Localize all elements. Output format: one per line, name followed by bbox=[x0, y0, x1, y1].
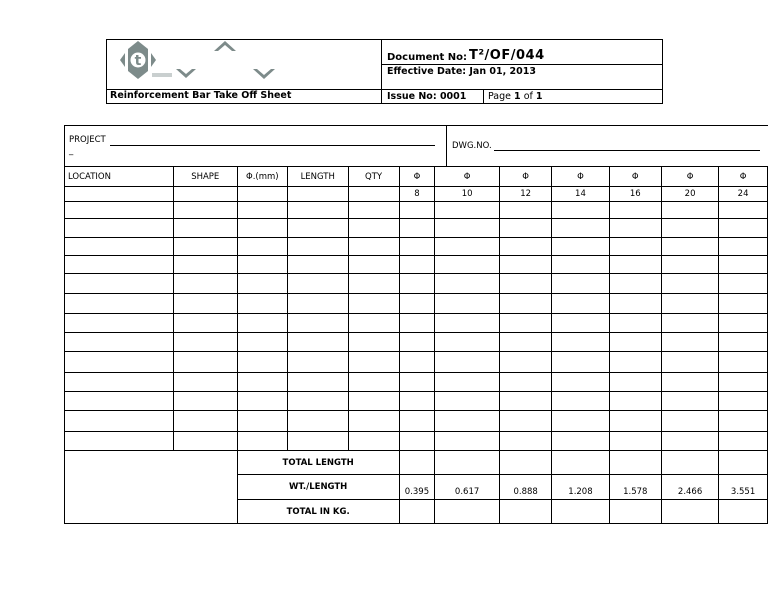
total-kg-label: TOTAL IN KG. bbox=[237, 500, 399, 524]
page-cell-divider bbox=[483, 89, 484, 104]
table-cell[interactable] bbox=[435, 314, 500, 333]
weight-value: 2.466 bbox=[662, 475, 719, 500]
table-cell[interactable] bbox=[609, 238, 661, 256]
table-cell[interactable] bbox=[287, 352, 348, 373]
table-cell[interactable] bbox=[237, 373, 287, 392]
table-cell[interactable] bbox=[552, 373, 609, 392]
table-cell[interactable] bbox=[399, 411, 435, 432]
table-cell[interactable] bbox=[348, 219, 399, 238]
table-cell[interactable] bbox=[499, 202, 551, 219]
table-cell[interactable] bbox=[237, 352, 287, 373]
project-dash: _ bbox=[69, 146, 74, 156]
sheet-title: Reinforcement Bar Take Off Sheet bbox=[110, 90, 292, 101]
table-cell[interactable] bbox=[287, 294, 348, 314]
table-cell[interactable] bbox=[399, 392, 435, 411]
page-indicator bbox=[488, 91, 543, 102]
table-cell[interactable] bbox=[348, 411, 399, 432]
table-cell[interactable] bbox=[65, 202, 174, 219]
table-cell[interactable] bbox=[662, 392, 719, 411]
weight-value: 3.551 bbox=[719, 475, 768, 500]
table-cell[interactable] bbox=[662, 352, 719, 373]
table-cell[interactable] bbox=[552, 451, 609, 475]
table-cell[interactable] bbox=[435, 392, 500, 411]
table-cell[interactable] bbox=[499, 256, 551, 274]
table-cell[interactable] bbox=[287, 187, 348, 202]
table-cell[interactable] bbox=[237, 219, 287, 238]
table-cell[interactable] bbox=[662, 256, 719, 274]
table-cell[interactable] bbox=[65, 392, 174, 411]
table-cell[interactable] bbox=[173, 432, 237, 451]
chevron-up-icon bbox=[214, 40, 236, 52]
table-cell[interactable] bbox=[173, 219, 237, 238]
table-cell[interactable] bbox=[173, 238, 237, 256]
header-divider-right-1 bbox=[381, 64, 663, 65]
effective-date: Effective Date: Jan 01, 2013 bbox=[387, 66, 536, 77]
dwg-number-label: DWG.NO. bbox=[452, 141, 492, 151]
page-label: Page bbox=[488, 91, 511, 102]
bar-size: 10 bbox=[435, 187, 500, 202]
table-cell[interactable] bbox=[719, 352, 768, 373]
table-cell[interactable] bbox=[173, 352, 237, 373]
table-cell[interactable] bbox=[65, 219, 174, 238]
table-cell[interactable] bbox=[348, 294, 399, 314]
table-cell[interactable] bbox=[348, 432, 399, 451]
table-cell[interactable] bbox=[719, 314, 768, 333]
table-cell[interactable] bbox=[287, 238, 348, 256]
table-cell[interactable] bbox=[662, 333, 719, 352]
table-cell[interactable] bbox=[662, 451, 719, 475]
table-cell[interactable] bbox=[719, 202, 768, 219]
col-diameter: Φ.(mm) bbox=[237, 167, 287, 187]
table-cell[interactable] bbox=[65, 187, 174, 202]
table-cell[interactable] bbox=[237, 256, 287, 274]
weight-value: 0.395 bbox=[399, 475, 435, 500]
table-cell[interactable] bbox=[662, 314, 719, 333]
table-cell[interactable] bbox=[237, 274, 287, 294]
project-row bbox=[64, 125, 768, 167]
table-cell[interactable] bbox=[399, 500, 435, 524]
table-cell[interactable] bbox=[287, 411, 348, 432]
table-row bbox=[65, 274, 768, 294]
col-location: LOCATION bbox=[65, 167, 174, 187]
table-cell[interactable] bbox=[552, 432, 609, 451]
total-length-row bbox=[65, 451, 768, 475]
table-cell[interactable] bbox=[399, 256, 435, 274]
weight-per-length-label: WT./LENGTH bbox=[237, 475, 399, 500]
table-cell[interactable] bbox=[173, 256, 237, 274]
table-cell[interactable] bbox=[173, 392, 237, 411]
company-logo bbox=[118, 40, 180, 82]
table-cell[interactable] bbox=[609, 219, 661, 238]
table-cell[interactable] bbox=[719, 294, 768, 314]
bar-size-row bbox=[65, 187, 768, 202]
table-cell[interactable] bbox=[399, 219, 435, 238]
table-cell[interactable] bbox=[173, 274, 237, 294]
bar-size: 20 bbox=[662, 187, 719, 202]
table-cell[interactable] bbox=[609, 314, 661, 333]
table-cell[interactable] bbox=[499, 432, 551, 451]
table-cell[interactable] bbox=[348, 333, 399, 352]
document-number-value: T²/OF/044 bbox=[469, 48, 545, 63]
table-cell[interactable] bbox=[499, 373, 551, 392]
table-cell[interactable] bbox=[609, 373, 661, 392]
table-cell[interactable] bbox=[435, 500, 500, 524]
table-cell[interactable] bbox=[65, 432, 174, 451]
table-cell[interactable] bbox=[719, 373, 768, 392]
page-number: 1 bbox=[514, 91, 521, 102]
table-cell[interactable] bbox=[609, 411, 661, 432]
table-cell[interactable] bbox=[499, 352, 551, 373]
chevron-down-icon bbox=[176, 68, 196, 79]
table-cell[interactable] bbox=[399, 451, 435, 475]
table-cell[interactable] bbox=[65, 314, 174, 333]
bar-size: 16 bbox=[609, 187, 661, 202]
table-cell[interactable] bbox=[662, 238, 719, 256]
project-divider bbox=[446, 125, 447, 167]
table-row bbox=[65, 333, 768, 352]
col-qty: QTY bbox=[348, 167, 399, 187]
table-cell[interactable] bbox=[348, 274, 399, 294]
table-cell[interactable] bbox=[609, 274, 661, 294]
bar-size: 12 bbox=[499, 187, 551, 202]
table-cell[interactable] bbox=[348, 314, 399, 333]
table-row bbox=[65, 392, 768, 411]
table-cell[interactable] bbox=[65, 294, 174, 314]
table-cell[interactable] bbox=[552, 219, 609, 238]
table-cell[interactable] bbox=[435, 274, 500, 294]
table-cell[interactable] bbox=[399, 373, 435, 392]
table-cell[interactable] bbox=[435, 219, 500, 238]
table-cell[interactable] bbox=[399, 202, 435, 219]
weight-value: 0.888 bbox=[499, 475, 551, 500]
col-phi: Φ bbox=[719, 167, 768, 187]
table-cell[interactable] bbox=[237, 314, 287, 333]
table-cell[interactable] bbox=[399, 352, 435, 373]
table-cell[interactable] bbox=[173, 373, 237, 392]
takeoff-table bbox=[64, 166, 768, 524]
table-cell[interactable] bbox=[609, 451, 661, 475]
col-shape: SHAPE bbox=[173, 167, 237, 187]
table-row bbox=[65, 411, 768, 432]
col-phi: Φ bbox=[552, 167, 609, 187]
table-cell[interactable] bbox=[173, 202, 237, 219]
table-cell[interactable] bbox=[435, 352, 500, 373]
table-cell[interactable] bbox=[348, 373, 399, 392]
table-cell[interactable] bbox=[609, 294, 661, 314]
table-cell[interactable] bbox=[287, 333, 348, 352]
issue-number: Issue No: 0001 bbox=[387, 91, 467, 102]
table-cell[interactable] bbox=[609, 333, 661, 352]
table-cell[interactable] bbox=[719, 500, 768, 524]
table-cell[interactable] bbox=[499, 500, 551, 524]
table-row bbox=[65, 373, 768, 392]
table-cell[interactable] bbox=[399, 294, 435, 314]
table-cell[interactable] bbox=[237, 202, 287, 219]
project-underline[interactable] bbox=[110, 145, 435, 146]
table-cell[interactable] bbox=[719, 219, 768, 238]
col-phi: Φ bbox=[399, 167, 435, 187]
table-cell[interactable] bbox=[173, 314, 237, 333]
table-cell[interactable] bbox=[399, 238, 435, 256]
header-divider-vertical bbox=[381, 39, 382, 104]
table-cell[interactable] bbox=[435, 256, 500, 274]
table-cell[interactable] bbox=[552, 333, 609, 352]
table-cell[interactable] bbox=[173, 187, 237, 202]
table-cell[interactable] bbox=[719, 238, 768, 256]
dwg-number-underline[interactable] bbox=[494, 150, 760, 151]
table-cell[interactable] bbox=[65, 411, 174, 432]
table-cell[interactable] bbox=[173, 294, 237, 314]
bar-size: 24 bbox=[719, 187, 768, 202]
table-cell[interactable] bbox=[499, 314, 551, 333]
column-header-row bbox=[65, 167, 768, 187]
table-cell[interactable] bbox=[662, 432, 719, 451]
table-cell[interactable] bbox=[287, 256, 348, 274]
table-cell[interactable] bbox=[719, 256, 768, 274]
table-cell[interactable] bbox=[552, 294, 609, 314]
table-cell[interactable] bbox=[287, 392, 348, 411]
table-cell[interactable] bbox=[662, 274, 719, 294]
table-cell[interactable] bbox=[237, 187, 287, 202]
table-cell[interactable] bbox=[662, 373, 719, 392]
table-cell[interactable] bbox=[348, 187, 399, 202]
total-length-label: TOTAL LENGTH bbox=[237, 451, 399, 475]
takeoff-table-body bbox=[65, 167, 768, 524]
col-phi: Φ bbox=[499, 167, 551, 187]
table-cell[interactable] bbox=[435, 432, 500, 451]
table-cell[interactable] bbox=[65, 274, 174, 294]
table-cell[interactable] bbox=[65, 333, 174, 352]
table-cell[interactable] bbox=[609, 392, 661, 411]
page-of: of bbox=[523, 91, 533, 102]
table-cell[interactable] bbox=[399, 432, 435, 451]
table-cell[interactable] bbox=[609, 352, 661, 373]
table-cell[interactable] bbox=[399, 274, 435, 294]
table-cell[interactable] bbox=[65, 238, 174, 256]
table-row bbox=[65, 202, 768, 219]
table-cell[interactable] bbox=[435, 294, 500, 314]
table-cell[interactable] bbox=[287, 219, 348, 238]
table-cell[interactable] bbox=[348, 256, 399, 274]
svg-text:t: t bbox=[134, 53, 142, 69]
table-cell[interactable] bbox=[552, 256, 609, 274]
table-cell[interactable] bbox=[435, 333, 500, 352]
table-cell[interactable] bbox=[609, 256, 661, 274]
table-cell[interactable] bbox=[348, 352, 399, 373]
table-cell[interactable] bbox=[662, 411, 719, 432]
document-number-label: Document No: bbox=[387, 52, 468, 63]
table-cell[interactable] bbox=[287, 314, 348, 333]
table-row bbox=[65, 432, 768, 451]
table-cell[interactable] bbox=[662, 202, 719, 219]
table-cell[interactable] bbox=[287, 432, 348, 451]
table-cell[interactable] bbox=[173, 333, 237, 352]
table-cell[interactable] bbox=[499, 294, 551, 314]
table-cell[interactable] bbox=[609, 202, 661, 219]
weight-value: 1.208 bbox=[552, 475, 609, 500]
table-cell[interactable] bbox=[435, 238, 500, 256]
table-cell[interactable] bbox=[499, 219, 551, 238]
col-length: LENGTH bbox=[287, 167, 348, 187]
table-cell[interactable] bbox=[499, 451, 551, 475]
table-row bbox=[65, 238, 768, 256]
weight-value: 0.617 bbox=[435, 475, 500, 500]
table-cell[interactable] bbox=[65, 256, 174, 274]
table-cell[interactable] bbox=[499, 274, 551, 294]
table-cell[interactable] bbox=[237, 411, 287, 432]
table-cell[interactable] bbox=[348, 392, 399, 411]
table-cell[interactable] bbox=[173, 411, 237, 432]
table-cell[interactable] bbox=[287, 274, 348, 294]
table-cell[interactable] bbox=[399, 314, 435, 333]
table-cell[interactable] bbox=[552, 238, 609, 256]
table-cell[interactable] bbox=[552, 274, 609, 294]
table-cell[interactable] bbox=[237, 392, 287, 411]
table-cell[interactable] bbox=[719, 411, 768, 432]
bar-size: 8 bbox=[399, 187, 435, 202]
table-cell[interactable] bbox=[719, 451, 768, 475]
table-cell[interactable] bbox=[237, 294, 287, 314]
totals-blank-cell bbox=[65, 451, 238, 524]
table-cell[interactable] bbox=[435, 373, 500, 392]
header-divider-right-2 bbox=[381, 89, 663, 90]
table-cell[interactable] bbox=[662, 500, 719, 524]
project-label: PROJECT bbox=[69, 135, 106, 145]
table-cell[interactable] bbox=[435, 451, 500, 475]
table-cell[interactable] bbox=[287, 202, 348, 219]
table-cell[interactable] bbox=[348, 202, 399, 219]
table-cell[interactable] bbox=[609, 500, 661, 524]
table-cell[interactable] bbox=[719, 333, 768, 352]
table-cell[interactable] bbox=[499, 392, 551, 411]
table-cell[interactable] bbox=[348, 238, 399, 256]
table-cell[interactable] bbox=[237, 238, 287, 256]
table-cell[interactable] bbox=[662, 219, 719, 238]
table-cell[interactable] bbox=[399, 333, 435, 352]
table-cell[interactable] bbox=[499, 238, 551, 256]
table-cell[interactable] bbox=[552, 392, 609, 411]
table-row bbox=[65, 314, 768, 333]
table-cell[interactable] bbox=[435, 202, 500, 219]
table-cell[interactable] bbox=[719, 392, 768, 411]
table-cell[interactable] bbox=[499, 333, 551, 352]
table-cell[interactable] bbox=[719, 274, 768, 294]
table-cell[interactable] bbox=[65, 352, 174, 373]
table-cell[interactable] bbox=[552, 202, 609, 219]
table-row bbox=[65, 256, 768, 274]
table-row bbox=[65, 352, 768, 373]
chevron-down-icon bbox=[253, 68, 275, 80]
table-cell[interactable] bbox=[237, 333, 287, 352]
table-cell[interactable] bbox=[662, 294, 719, 314]
table-cell[interactable] bbox=[237, 432, 287, 451]
table-cell[interactable] bbox=[552, 411, 609, 432]
col-phi: Φ bbox=[609, 167, 661, 187]
table-row bbox=[65, 219, 768, 238]
bar-size: 14 bbox=[552, 187, 609, 202]
col-phi: Φ bbox=[435, 167, 500, 187]
table-cell[interactable] bbox=[552, 352, 609, 373]
table-cell[interactable] bbox=[552, 500, 609, 524]
col-phi: Φ bbox=[662, 167, 719, 187]
table-cell[interactable] bbox=[552, 314, 609, 333]
table-cell[interactable] bbox=[609, 432, 661, 451]
table-cell[interactable] bbox=[499, 411, 551, 432]
page-total: 1 bbox=[535, 91, 543, 102]
table-cell[interactable] bbox=[287, 373, 348, 392]
table-row bbox=[65, 294, 768, 314]
weight-value: 1.578 bbox=[609, 475, 661, 500]
table-cell[interactable] bbox=[65, 373, 174, 392]
table-cell[interactable] bbox=[435, 411, 500, 432]
table-cell[interactable] bbox=[719, 432, 768, 451]
